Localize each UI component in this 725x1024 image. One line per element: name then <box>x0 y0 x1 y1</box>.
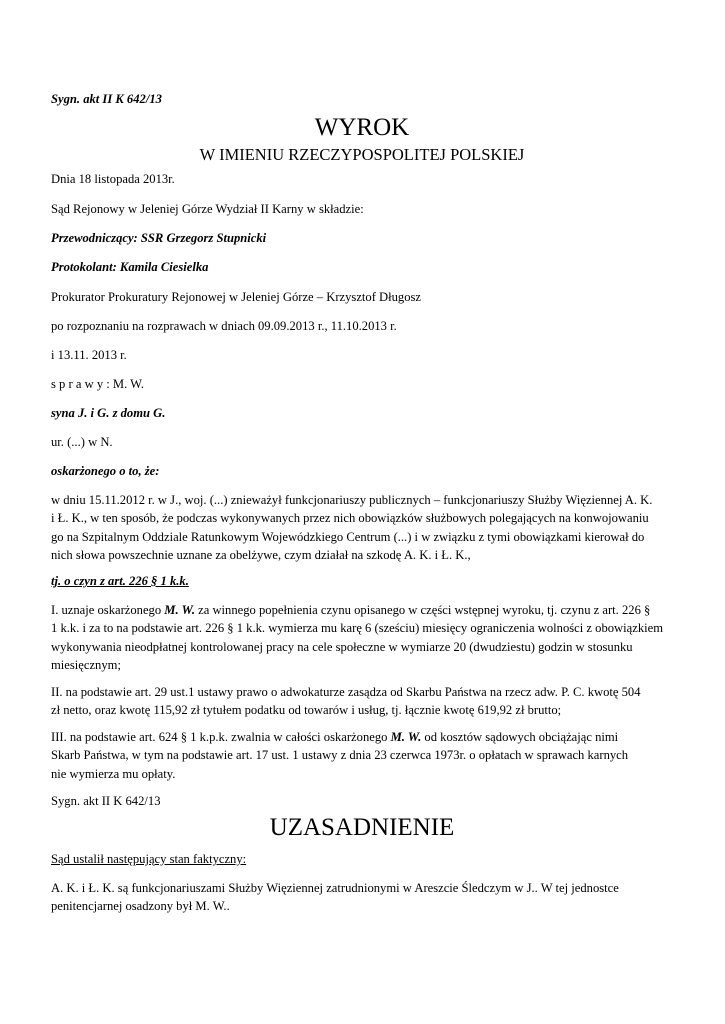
verdict-line: wykonywania nieodpłatnej kontrolowanej pracy na cele społeczne w wymiarze 20 (dwudziestu) godzin w stosunku <box>51 639 633 654</box>
parents: syna J. i G. z domu G. <box>51 406 166 420</box>
document-title: WYROK <box>314 114 410 141</box>
verdict-point-3 <box>51 728 673 783</box>
accused-name: M. W. <box>164 603 195 617</box>
verdict-text: od kosztów sądowych obciążając nimi <box>421 730 619 744</box>
birth-info: ur. (...) w N. <box>51 435 113 449</box>
accused-name: M. W. <box>390 730 422 744</box>
verdict-text: za winnego popełnienia czynu opisanego w części wstępnej wyroku, tj. czynu z art. 226 § <box>194 603 651 617</box>
justification-title: UZASADNIENIE <box>269 814 455 841</box>
verdict-line: nie wymierza mu opłaty. <box>51 766 176 781</box>
facts-line: A. K. i Ł. K. są funkcjonariuszami Służby Więziennej zatrudnionymi w Areszcie Śledczym w J.. W tej jednostce <box>51 881 619 895</box>
hearing-dates-line-1: po rozpoznaniu na rozprawach w dniach 09.09.2013 r., 11.10.2013 r. <box>51 319 397 333</box>
facts-line: penitencjarnej osadzony był M. W.. <box>51 899 230 914</box>
verdict-line <box>51 601 673 619</box>
verdict-line <box>51 728 673 746</box>
justification-case-number: Sygn. akt II K 642/13 <box>51 794 161 808</box>
hearing-dates-line-2: i 13.11. 2013 r. <box>51 348 127 362</box>
judgment-date: Dnia 18 listopada 2013r. <box>51 172 175 186</box>
verdict-text: III. na podstawie art. 624 § 1 k.p.k. zwalnia w całości oskarżonego <box>51 730 391 744</box>
document-subtitle: W IMIENIU RZECZYPOSPOLITEJ POLSKIEJ <box>199 145 525 164</box>
charge-line: nich słowa powszechnie uznane za obelżywe, czym działał na szkodę A. K. i Ł. K., <box>51 547 471 562</box>
verdict-point-2 <box>51 683 673 720</box>
case-of: s p r a w y : M. W. <box>51 377 145 391</box>
charge-line: go na Szpitalnym Oddziale Ratunkowym Wojewódzkiego Centrum (...) i w związku z tymi obowiązkami kierował do <box>51 529 645 544</box>
verdict-line: 1 k.k. i za to na podstawie art. 226 § 1 k.k. wymierza mu karę 6 (sześciu) miesięcy ograniczenia wolności z obowiązkiem <box>51 621 663 636</box>
verdict-line: II. na podstawie art. 29 ust.1 ustawy prawo o adwokaturze zasądza od Skarbu Państwa na rzecz adw. P. C. kwotę 504 <box>51 685 641 699</box>
court-composition: Sąd Rejonowy w Jeleniej Górze Wydział II Karny w składzie: <box>51 202 364 216</box>
charge-line: w dniu 15.11.2012 r. w J., woj. (...) znieważył funkcjonariuszy publicznych – funkcjonariuszy Służby Więziennej A. K. <box>51 493 653 507</box>
court-clerk: Protokolant: Kamila Ciesielka <box>51 260 209 274</box>
charge-line: i Ł. K., w ten sposób, że podczas wykonywanych przez nich obowiązków służbowych polegających na konwojowaniu <box>51 511 649 526</box>
legal-basis: tj. o czyn z art. 226 § 1 k.k. <box>51 574 189 588</box>
verdict-line: zł netto, oraz kwotę 115,92 zł tytułem podatku od towarów i usług, tj. łącznie kwotę 619,92 zł brutto; <box>51 703 562 718</box>
verdict-point-1 <box>51 601 673 674</box>
facts-paragraph <box>51 879 673 916</box>
facts-heading: Sąd ustalił następujący stan faktyczny: <box>51 852 247 866</box>
prosecutor: Prokurator Prokuratury Rejonowej w Jeleniej Górze – Krzysztof Długosz <box>51 290 422 304</box>
verdict-line: miesięcznym; <box>51 657 121 672</box>
charge-paragraph <box>51 491 673 564</box>
case-number: Sygn. akt II K 642/13 <box>51 92 162 106</box>
verdict-line: Skarb Państwa, w tym na podstawie art. 17 ust. 1 ustawy z dnia 23 czerwca 1973r. o opłatach w sprawach karnych <box>51 748 629 763</box>
presiding-judge: Przewodniczący: SSR Grzegorz Stupnicki <box>51 231 267 245</box>
verdict-text: I. uznaje oskarżonego <box>51 603 165 617</box>
accused-label: oskarżonego o to, że: <box>51 464 160 478</box>
